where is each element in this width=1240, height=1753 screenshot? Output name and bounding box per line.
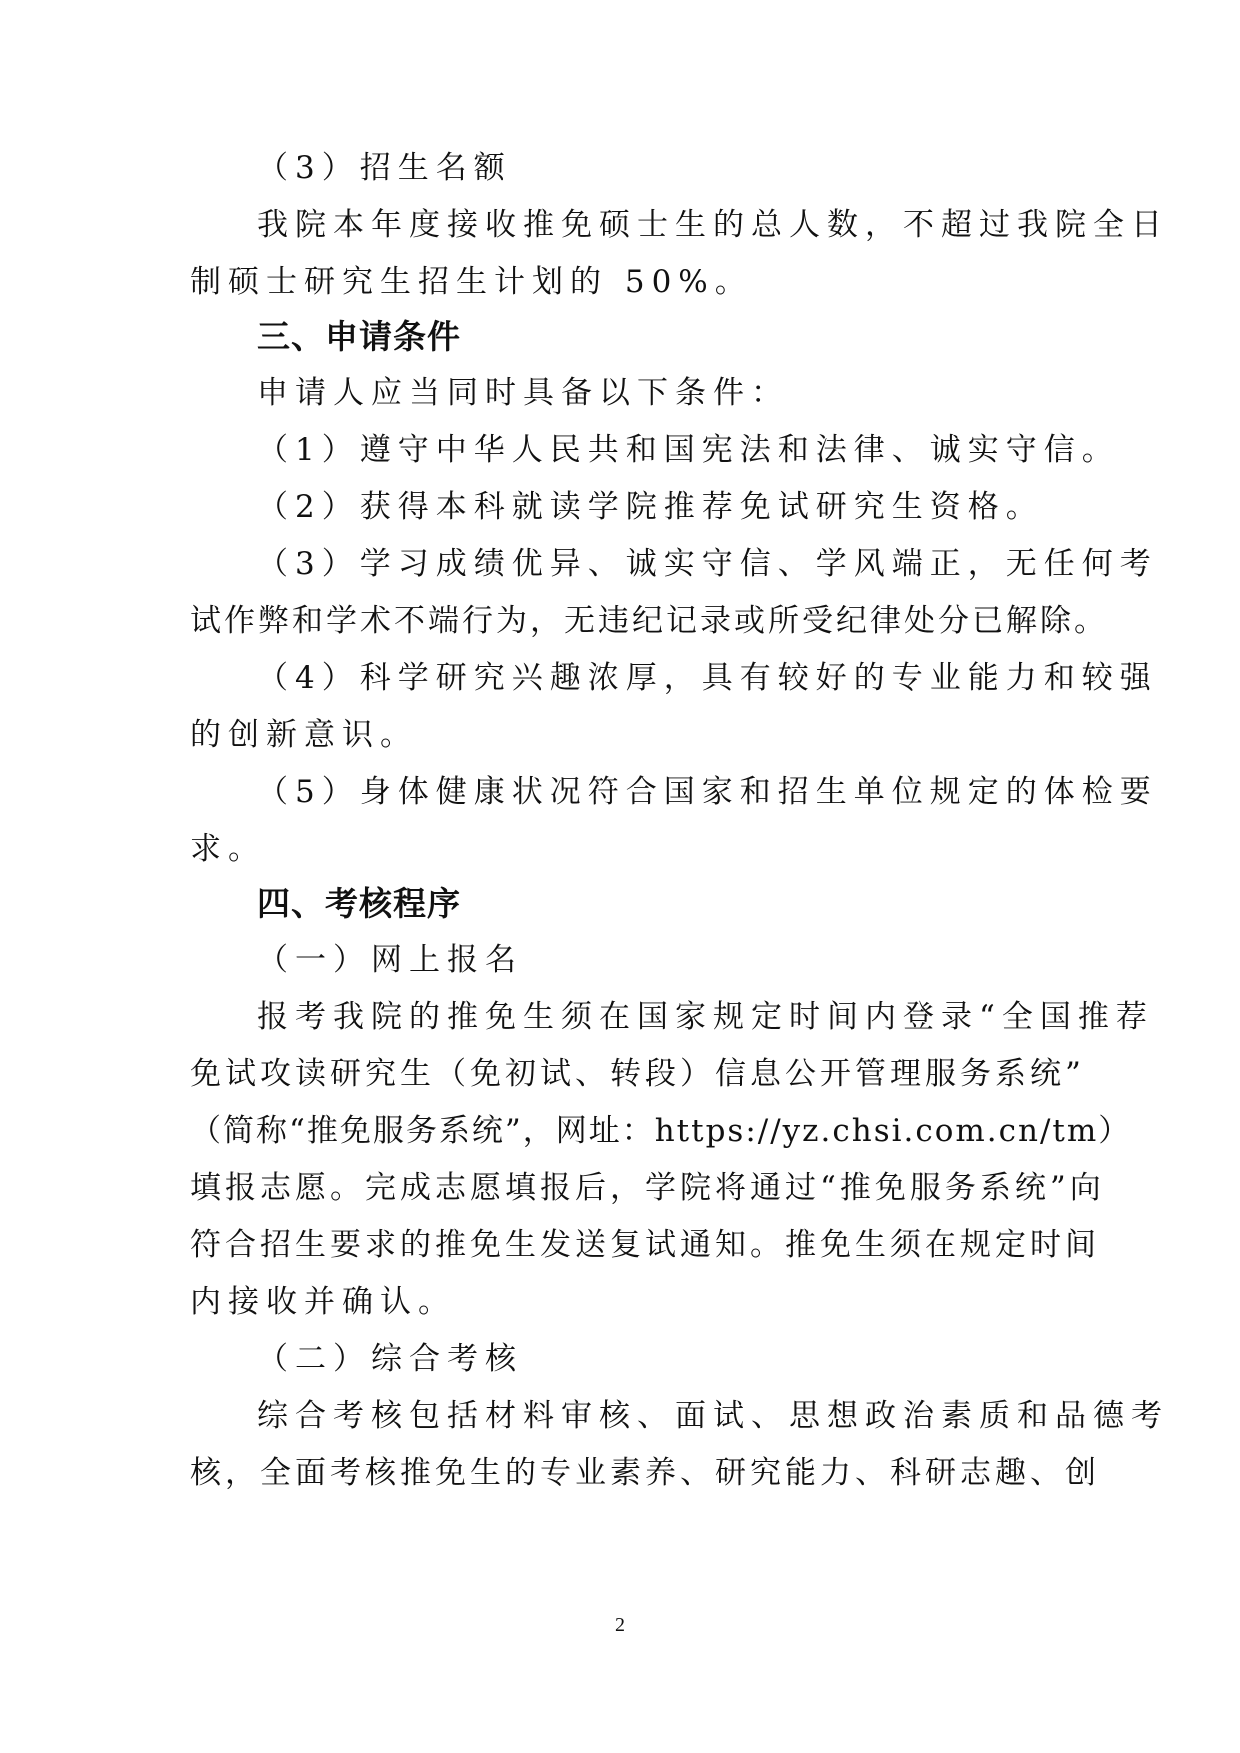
paragraph-line: 制硕士研究生招生计划的 50%。: [190, 264, 753, 300]
section-heading: 四、考核程序: [257, 884, 461, 923]
paragraph-line: 核，全面考核推免生的专业素养、研究能力、科研志趣、创: [190, 1455, 1100, 1491]
paragraph-line: 求。: [190, 831, 266, 867]
paragraph-line: 的创新意识。: [190, 717, 418, 753]
section-heading: 三、申请条件: [257, 317, 461, 356]
paragraph-line: （2）获得本科就读学院推荐免试研究生资格。: [257, 489, 1044, 525]
paragraph-line: （3）学习成绩优异、诚实守信、学风端正，无任何考: [257, 546, 1158, 582]
paragraph-line: 综合考核包括材料审核、面试、思想政治素质和品德考: [257, 1398, 1169, 1434]
paragraph-line: 我院本年度接收推免硕士生的总人数，不超过我院全日: [257, 207, 1169, 243]
subsection-heading: （一）网上报名: [257, 942, 523, 978]
paragraph-line: 报考我院的推免生须在国家规定时间内登录“全国推荐: [257, 999, 1154, 1035]
paragraph-line: 填报志愿。完成志愿填报后，学院将通过“推免服务系统”向: [190, 1170, 1105, 1206]
paragraph-line: 符合招生要求的推免生发送复试通知。推免生须在规定时间: [190, 1227, 1100, 1263]
paragraph-line: （5）身体健康状况符合国家和招生单位规定的体检要: [257, 774, 1158, 810]
page-number: 2: [615, 1614, 625, 1636]
paragraph-line: 免试攻读研究生（免初试、转段）信息公开管理服务系统”: [190, 1056, 1085, 1092]
subsection-heading: （二）综合考核: [257, 1341, 523, 1377]
paragraph-line: （4）科学研究兴趣浓厚，具有较好的专业能力和较强: [257, 660, 1158, 696]
paragraph-line: 内接收并确认。: [190, 1284, 456, 1320]
paragraph-line: 试作弊和学术不端行为，无违纪记录或所受纪律处分已解除。: [190, 603, 1108, 639]
paragraph-line: 申请人应当同时具备以下条件：: [257, 375, 789, 411]
paragraph-line: （简称“推免服务系统”，网址：https://yz.chsi.com.cn/tm）: [190, 1113, 1132, 1149]
paragraph-line: （3）招生名额: [257, 150, 512, 186]
paragraph-line: （1）遵守中华人民共和国宪法和法律、诚实守信。: [257, 432, 1120, 468]
